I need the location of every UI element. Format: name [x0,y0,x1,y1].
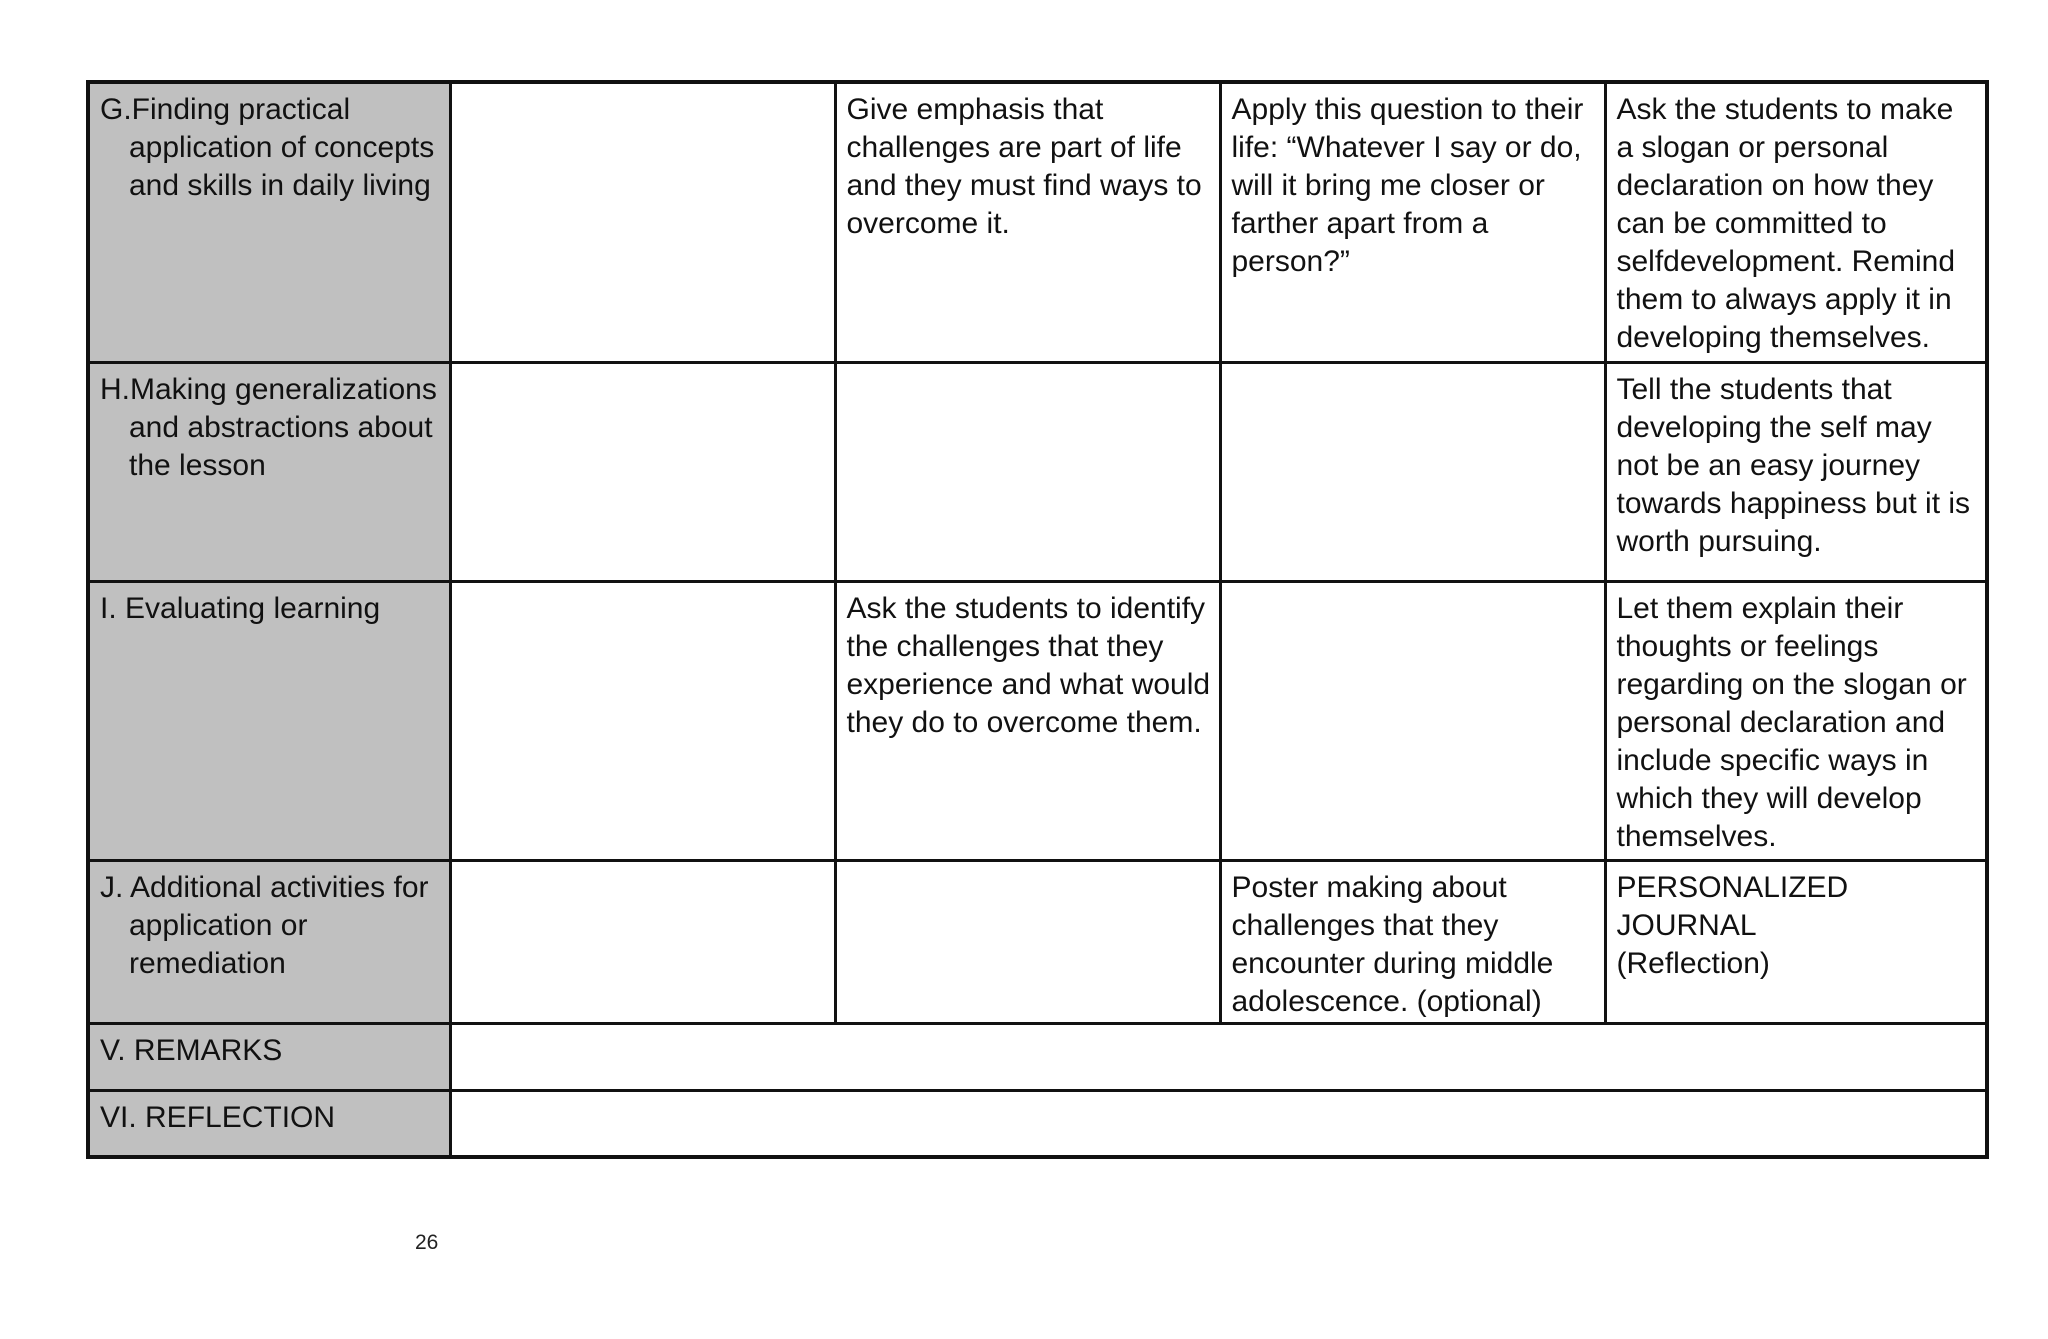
day3-cell: Poster making about challenges that they encounter during middle adolescence. (optional) [1220,860,1605,1023]
day4-cell: Tell the students that developing the self may not be an easy journey towards happiness but it is worth pursuing. [1605,362,1987,581]
table-row-i [88,581,1987,860]
row-label: G.Finding practical application of concepts and skills in daily living [100,93,435,202]
page-number: 26 [415,1231,439,1254]
remarks-label: V. REMARKS [88,1023,450,1090]
day4-cell: Ask the students to make a slogan or personal declaration on how they can be committed to selfdevelopment. Remind them to always apply it in developing themselves. [1605,82,1987,362]
table-row-g [88,82,1987,362]
day1-cell [450,82,835,362]
reflection-label: VI. REFLECTION [88,1090,450,1157]
row-label-cell [88,860,450,1023]
day1-cell [450,581,835,860]
journal-line-2: JOURNAL [1616,908,1757,942]
day3-cell: Apply this question to their life: “Whatever I say or do, will it bring me closer or farther apart from a person?” [1220,82,1605,362]
remarks-row [88,1023,1987,1090]
day1-cell [450,362,835,581]
day2-cell [835,362,1220,581]
day2-cell [835,860,1220,1023]
journal-line-1: PERSONALIZED [1616,870,1849,904]
reflection-value [450,1090,1987,1157]
table-row-j [88,860,1987,1023]
remarks-value [450,1023,1987,1090]
row-label-cell [88,362,450,581]
reflection-row [88,1090,1987,1157]
row-label: H.Making generalizations and abstractions about the lesson [100,372,437,482]
day4-cell: Let them explain their thoughts or feelings regarding on the slogan or personal declaration and include specific ways in which they will develop themselves. [1605,581,1987,860]
day4-cell [1605,860,1987,1023]
table-row-h [88,362,1987,581]
day2-cell: Ask the students to identify the challenges that they experience and what would they do to overcome them. [835,581,1220,860]
row-label: J. Additional activities for application or remediation [100,870,429,980]
row-label: I. Evaluating learning [100,591,381,625]
day3-cell [1220,581,1605,860]
day2-cell: Give emphasis that challenges are part of life and they must find ways to overcome it. [835,82,1220,362]
row-label-cell [88,82,450,362]
row-label-cell [88,581,450,860]
day1-cell [450,860,835,1023]
day3-cell [1220,362,1605,581]
lesson-log-table [86,80,1989,1159]
journal-line-3: (Reflection) [1616,946,1770,980]
